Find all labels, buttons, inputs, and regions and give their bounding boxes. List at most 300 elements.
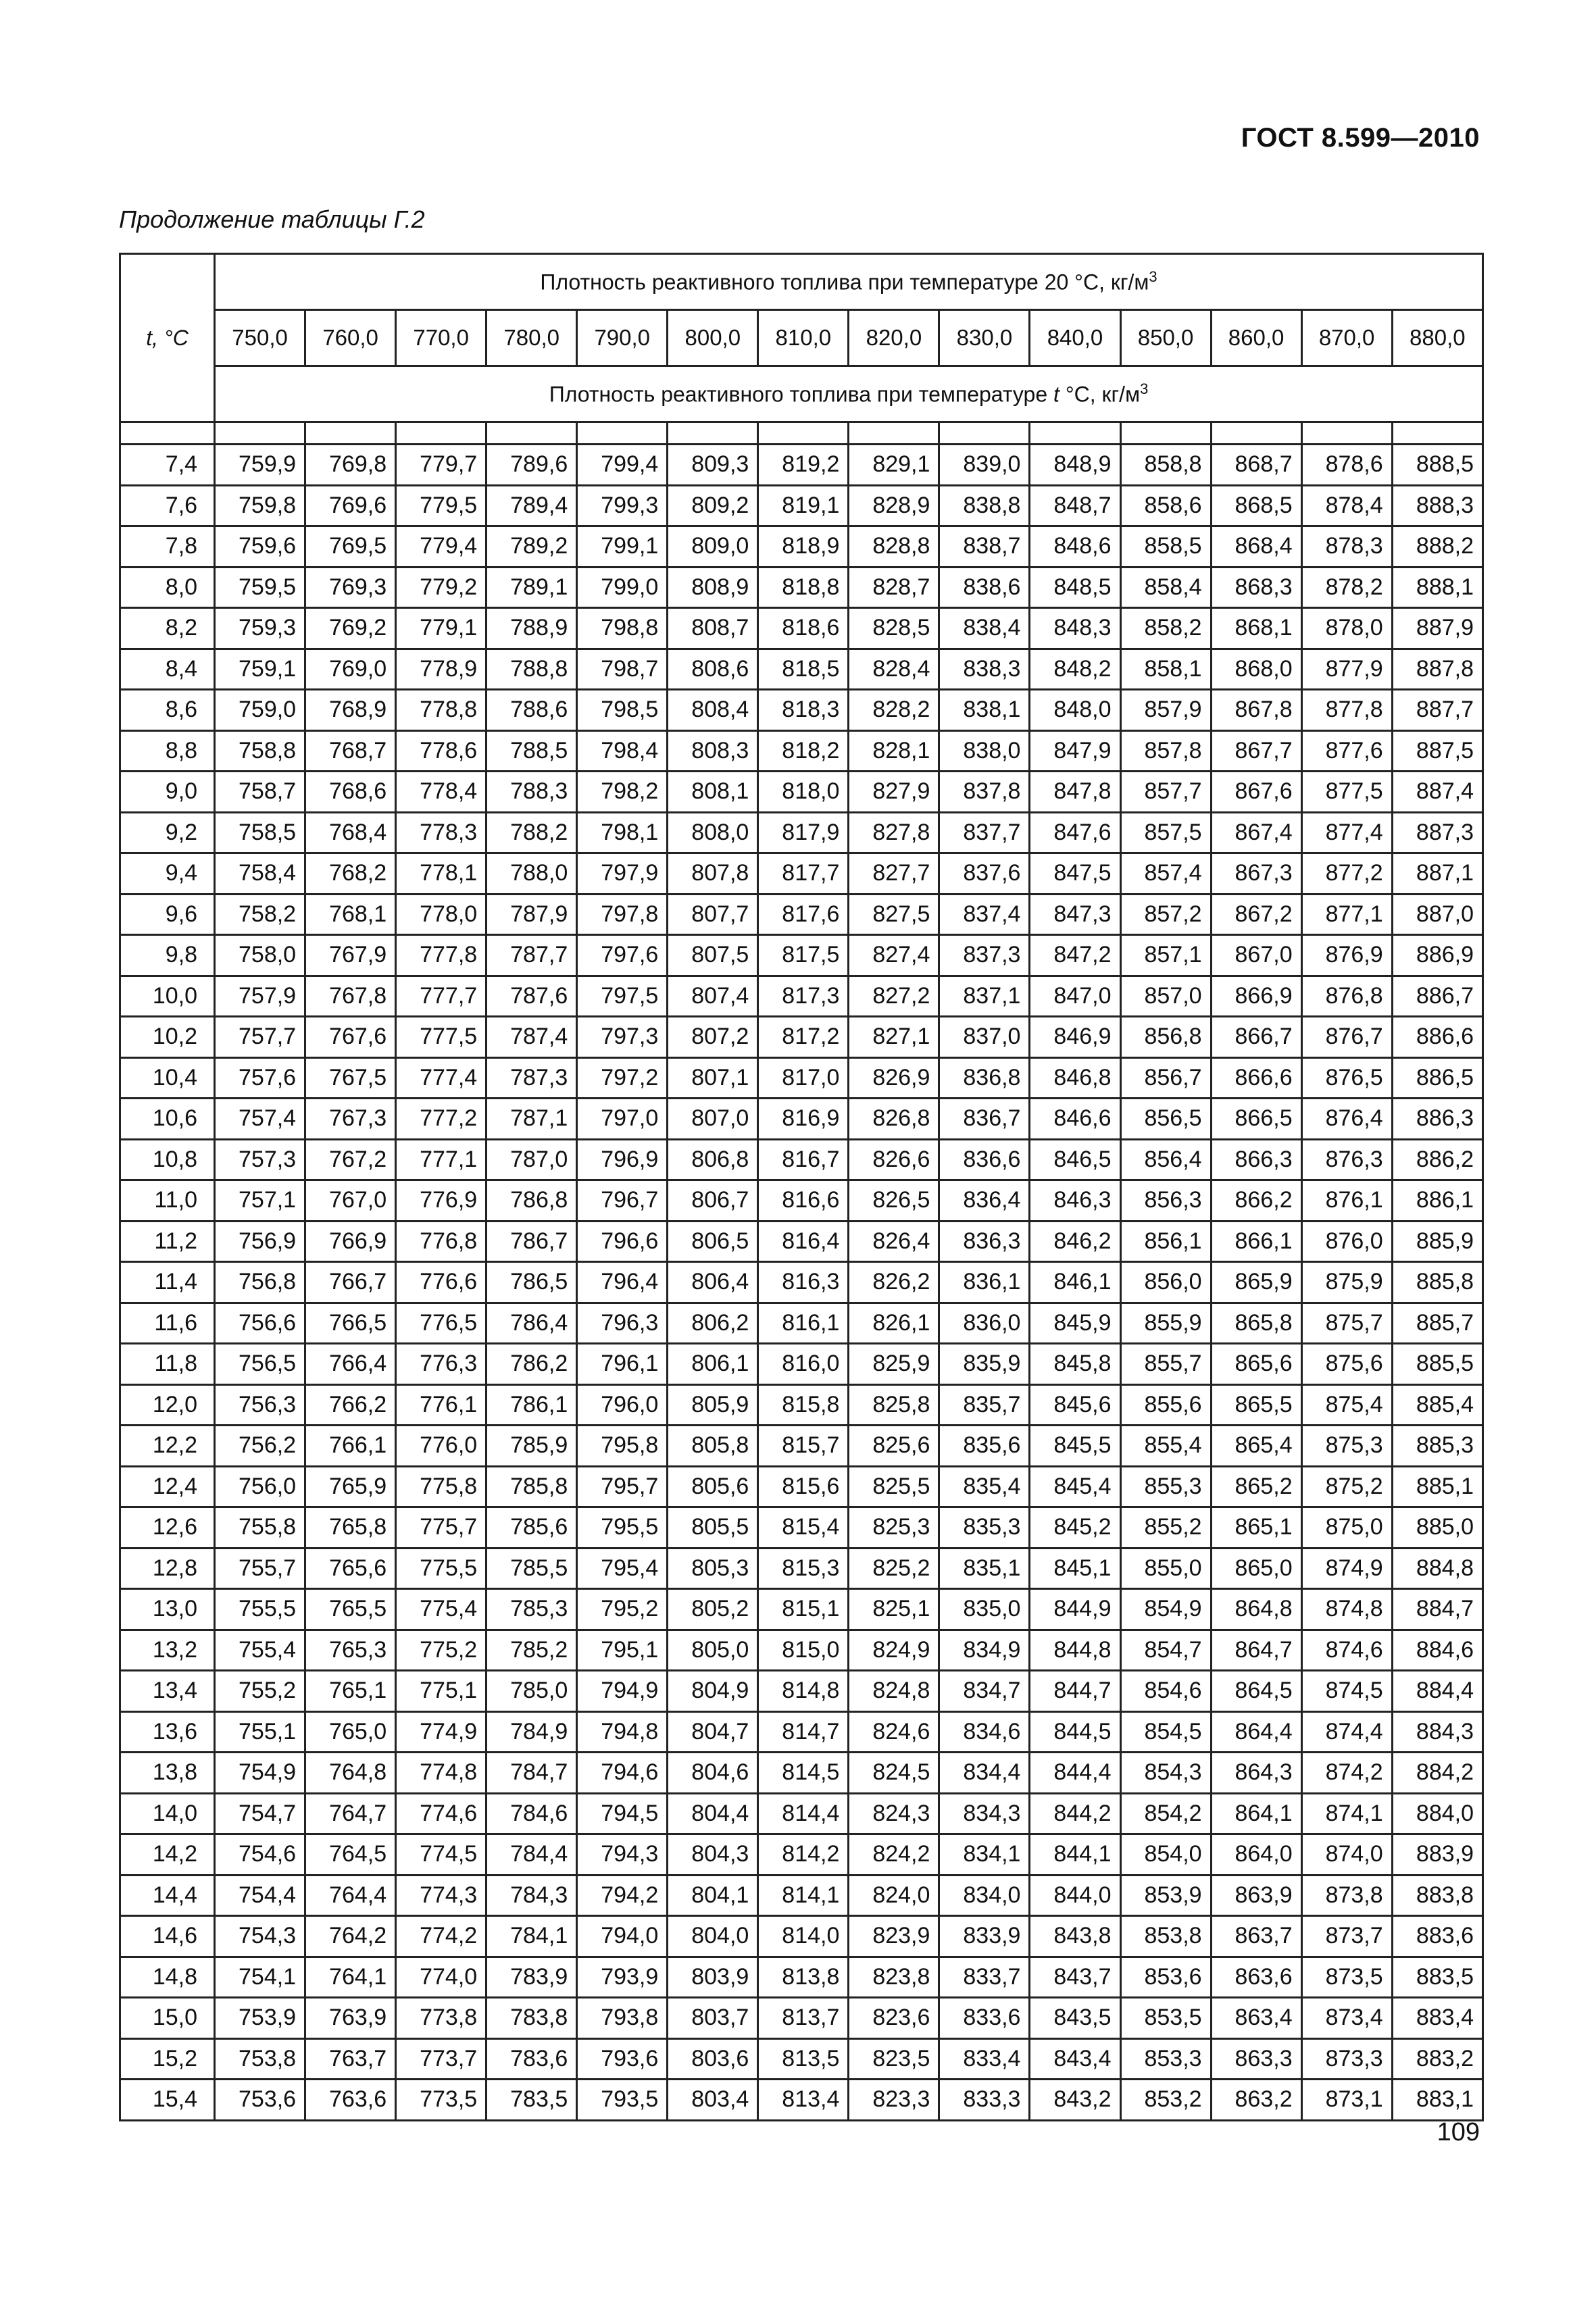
density-cell: 863,6 (1211, 1957, 1301, 1998)
density-cell: 854,7 (1120, 1630, 1211, 1671)
density-cell: 814,1 (758, 1875, 849, 1916)
density-cell: 885,8 (1392, 1262, 1482, 1303)
density-cell: 815,8 (758, 1384, 849, 1426)
density-cell: 777,8 (396, 935, 487, 976)
density-cell: 883,2 (1392, 2038, 1482, 2080)
density-cell: 858,4 (1120, 567, 1211, 608)
density-cell: 844,1 (1030, 1834, 1120, 1876)
density-cell: 866,3 (1211, 1139, 1301, 1180)
density-table (119, 253, 1484, 2121)
density-cell: 878,3 (1301, 526, 1392, 568)
density-cell: 834,0 (939, 1875, 1030, 1916)
density-cell: 816,0 (758, 1344, 849, 1385)
density-cell: 873,8 (1301, 1875, 1392, 1916)
density-cell: 757,1 (215, 1180, 305, 1222)
density-cell: 854,2 (1120, 1793, 1211, 1834)
density-cell: 755,2 (215, 1671, 305, 1712)
temperature-cell: 8,6 (120, 690, 215, 731)
density-cell: 766,5 (305, 1303, 396, 1344)
density-cell: 757,4 (215, 1099, 305, 1140)
density-cell: 836,0 (939, 1303, 1030, 1344)
density-cell: 847,5 (1030, 853, 1120, 895)
density-cell: 766,2 (305, 1384, 396, 1426)
density-cell: 798,8 (577, 608, 668, 649)
density-cell: 767,2 (305, 1139, 396, 1180)
density-cell: 884,2 (1392, 1753, 1482, 1794)
density-cell: 828,7 (849, 567, 939, 608)
density-cell: 779,7 (396, 445, 487, 486)
density-cell: 866,6 (1211, 1057, 1301, 1099)
density-cell: 865,5 (1211, 1384, 1301, 1426)
density-cell: 836,4 (939, 1180, 1030, 1222)
density-cell: 826,4 (849, 1221, 939, 1262)
density-cell: 857,9 (1120, 690, 1211, 731)
density-cell: 853,6 (1120, 1957, 1211, 1998)
density-cell: 795,7 (577, 1466, 668, 1507)
density-cell: 884,3 (1392, 1711, 1482, 1753)
density-cell: 796,7 (577, 1180, 668, 1222)
density-cell: 754,4 (215, 1875, 305, 1916)
density-cell: 785,9 (487, 1426, 577, 1467)
temperature-cell: 10,6 (120, 1099, 215, 1140)
density-cell: 814,4 (758, 1793, 849, 1834)
density-cell: 799,3 (577, 485, 668, 526)
density-cell: 828,2 (849, 690, 939, 731)
density-cell: 775,1 (396, 1671, 487, 1712)
temperature-cell: 12,6 (120, 1507, 215, 1549)
density-cell: 817,5 (758, 935, 849, 976)
density-cell: 776,6 (396, 1262, 487, 1303)
density-cell: 806,8 (668, 1139, 758, 1180)
density-cell: 833,4 (939, 2038, 1030, 2080)
density-cell: 817,2 (758, 1017, 849, 1058)
density-cell: 796,1 (577, 1344, 668, 1385)
density-cell: 866,2 (1211, 1180, 1301, 1222)
density-cell: 855,0 (1120, 1548, 1211, 1589)
density-cell: 826,6 (849, 1139, 939, 1180)
table-row (120, 1139, 1483, 1180)
density-cell: 823,6 (849, 1998, 939, 2039)
density-cell: 818,2 (758, 730, 849, 772)
temperature-cell: 12,2 (120, 1426, 215, 1467)
density-cell: 877,5 (1301, 772, 1392, 813)
density-cell: 848,5 (1030, 567, 1120, 608)
density-cell: 805,2 (668, 1589, 758, 1630)
density-cell: 868,5 (1211, 485, 1301, 526)
density-cell: 883,5 (1392, 1957, 1482, 1998)
header-gap-row (120, 422, 1483, 445)
density-cell: 786,4 (487, 1303, 577, 1344)
gap-cell (1030, 422, 1120, 445)
density-cell: 804,6 (668, 1753, 758, 1794)
density-cell: 795,4 (577, 1548, 668, 1589)
density-cell: 845,8 (1030, 1344, 1120, 1385)
density-cell: 783,6 (487, 2038, 577, 2080)
temperature-cell: 9,4 (120, 853, 215, 895)
density-cell: 858,1 (1120, 649, 1211, 690)
density-cell: 756,0 (215, 1466, 305, 1507)
density-cell: 773,5 (396, 2080, 487, 2121)
density-cell: 884,4 (1392, 1671, 1482, 1712)
density-cell: 798,1 (577, 812, 668, 853)
density-cell: 776,0 (396, 1426, 487, 1467)
density-cell: 864,7 (1211, 1630, 1301, 1671)
density-cell: 848,6 (1030, 526, 1120, 568)
density-cell: 814,0 (758, 1916, 849, 1957)
density-cell: 883,1 (1392, 2080, 1482, 2121)
density-cell: 787,9 (487, 894, 577, 935)
density-cell: 767,0 (305, 1180, 396, 1222)
density-cell: 876,5 (1301, 1057, 1392, 1099)
temperature-cell: 10,8 (120, 1139, 215, 1180)
density-cell: 853,3 (1120, 2038, 1211, 2080)
temperature-cell: 8,8 (120, 730, 215, 772)
density-cell: 818,5 (758, 649, 849, 690)
density-cell: 788,5 (487, 730, 577, 772)
density-cell: 888,1 (1392, 567, 1482, 608)
density-cell: 774,5 (396, 1834, 487, 1876)
density-cell: 824,3 (849, 1793, 939, 1834)
density-cell: 759,0 (215, 690, 305, 731)
density-cell: 808,4 (668, 690, 758, 731)
density-cell: 818,9 (758, 526, 849, 568)
density-cell: 864,8 (1211, 1589, 1301, 1630)
density-cell: 817,7 (758, 853, 849, 895)
density-cell: 844,8 (1030, 1630, 1120, 1671)
density-cell: 835,3 (939, 1507, 1030, 1549)
density-cell: 843,7 (1030, 1957, 1120, 1998)
density-cell: 786,2 (487, 1344, 577, 1385)
density-cell: 867,4 (1211, 812, 1301, 853)
density-cell: 834,6 (939, 1711, 1030, 1753)
table-row (120, 1057, 1483, 1099)
density-cell: 825,8 (849, 1384, 939, 1426)
density-cell: 857,1 (1120, 935, 1211, 976)
density-cell: 785,8 (487, 1466, 577, 1507)
density-cell: 768,2 (305, 853, 396, 895)
temperature-cell: 8,4 (120, 649, 215, 690)
density-cell: 884,0 (1392, 1793, 1482, 1834)
density-cell: 875,0 (1301, 1507, 1392, 1549)
density-cell: 826,1 (849, 1303, 939, 1344)
density-cell: 857,5 (1120, 812, 1211, 853)
density-cell: 866,1 (1211, 1221, 1301, 1262)
density-cell: 785,3 (487, 1589, 577, 1630)
density-cell: 886,1 (1392, 1180, 1482, 1222)
density-cell: 824,0 (849, 1875, 939, 1916)
density-cell: 834,1 (939, 1834, 1030, 1876)
density-cell: 788,3 (487, 772, 577, 813)
density-cell: 766,4 (305, 1344, 396, 1385)
density-cell: 875,7 (1301, 1303, 1392, 1344)
density-cell: 758,8 (215, 730, 305, 772)
density-cell: 808,9 (668, 567, 758, 608)
density-cell: 878,2 (1301, 567, 1392, 608)
density-cell: 854,9 (1120, 1589, 1211, 1630)
temperature-cell: 13,0 (120, 1589, 215, 1630)
column-values-row (120, 310, 1483, 366)
table-row (120, 690, 1483, 731)
density-cell: 765,8 (305, 1507, 396, 1549)
density-cell: 824,2 (849, 1834, 939, 1876)
density-cell: 797,9 (577, 853, 668, 895)
density-cell: 758,7 (215, 772, 305, 813)
density-cell: 777,4 (396, 1057, 487, 1099)
density-cell: 836,6 (939, 1139, 1030, 1180)
density-cell: 867,0 (1211, 935, 1301, 976)
density-cell: 785,0 (487, 1671, 577, 1712)
density-cell: 854,0 (1120, 1834, 1211, 1876)
density-cell: 844,0 (1030, 1875, 1120, 1916)
density-cell: 833,6 (939, 1998, 1030, 2039)
document-code: ГОСТ 8.599—2010 (1241, 123, 1480, 153)
density-cell: 798,4 (577, 730, 668, 772)
density-cell: 775,5 (396, 1548, 487, 1589)
temperature-cell: 14,0 (120, 1793, 215, 1834)
table-row (120, 1017, 1483, 1058)
gap-cell (849, 422, 939, 445)
density-cell: 757,3 (215, 1139, 305, 1180)
density-cell: 813,5 (758, 2038, 849, 2080)
table-row (120, 567, 1483, 608)
table-row (120, 1099, 1483, 1140)
density-cell: 873,7 (1301, 1916, 1392, 1957)
density-cell: 794,2 (577, 1875, 668, 1916)
density-cell: 816,3 (758, 1262, 849, 1303)
density-cell: 786,8 (487, 1180, 577, 1222)
density-cell: 828,9 (849, 485, 939, 526)
density-cell: 814,2 (758, 1834, 849, 1876)
density-cell: 788,8 (487, 649, 577, 690)
density-cell: 797,2 (577, 1057, 668, 1099)
temperature-cell: 14,6 (120, 1916, 215, 1957)
density-cell: 875,3 (1301, 1426, 1392, 1467)
column-header: 800,0 (668, 310, 758, 366)
density-cell: 827,7 (849, 853, 939, 895)
temperature-cell: 9,6 (120, 894, 215, 935)
density-cell: 873,1 (1301, 2080, 1392, 2121)
temperature-cell: 11,0 (120, 1180, 215, 1222)
density-cell: 767,9 (305, 935, 396, 976)
density-cell: 795,2 (577, 1589, 668, 1630)
density-cell: 875,4 (1301, 1384, 1392, 1426)
density-cell: 795,8 (577, 1426, 668, 1467)
header-row-bottom (120, 366, 1483, 422)
density-cell: 794,6 (577, 1753, 668, 1794)
density-cell: 864,4 (1211, 1711, 1301, 1753)
density-cell: 835,6 (939, 1426, 1030, 1467)
density-cell: 799,0 (577, 567, 668, 608)
table-row (120, 1671, 1483, 1712)
density-cell: 789,6 (487, 445, 577, 486)
density-cell: 796,3 (577, 1303, 668, 1344)
density-cell: 777,1 (396, 1139, 487, 1180)
column-header: 870,0 (1301, 310, 1392, 366)
table-row (120, 1957, 1483, 1998)
gap-cell (1392, 422, 1482, 445)
density-cell: 847,9 (1030, 730, 1120, 772)
density-cell: 857,0 (1120, 976, 1211, 1017)
gap-cell (215, 422, 305, 445)
density-cell: 766,1 (305, 1426, 396, 1467)
density-cell: 778,4 (396, 772, 487, 813)
density-cell: 876,9 (1301, 935, 1392, 976)
density-cell: 763,9 (305, 1998, 396, 2039)
density-cell: 759,9 (215, 445, 305, 486)
density-cell: 773,8 (396, 1998, 487, 2039)
density-cell: 855,6 (1120, 1384, 1211, 1426)
density-cell: 886,9 (1392, 935, 1482, 976)
density-cell: 797,0 (577, 1099, 668, 1140)
column-header: 790,0 (577, 310, 668, 366)
density-cell: 797,3 (577, 1017, 668, 1058)
density-cell: 816,1 (758, 1303, 849, 1344)
density-cell: 856,5 (1120, 1099, 1211, 1140)
density-cell: 828,4 (849, 649, 939, 690)
density-cell: 868,3 (1211, 567, 1301, 608)
density-cell: 765,6 (305, 1548, 396, 1589)
density-cell: 754,9 (215, 1753, 305, 1794)
density-cell: 808,3 (668, 730, 758, 772)
density-cell: 838,7 (939, 526, 1030, 568)
density-cell: 856,1 (1120, 1221, 1211, 1262)
density-cell: 778,0 (396, 894, 487, 935)
density-cell: 883,4 (1392, 1998, 1482, 2039)
gap-cell (396, 422, 487, 445)
table-row (120, 445, 1483, 486)
density-cell: 834,4 (939, 1753, 1030, 1794)
density-cell: 807,2 (668, 1017, 758, 1058)
density-cell: 877,8 (1301, 690, 1392, 731)
density-cell: 789,2 (487, 526, 577, 568)
density-cell: 876,8 (1301, 976, 1392, 1017)
density-cell: 874,2 (1301, 1753, 1392, 1794)
density-cell: 816,9 (758, 1099, 849, 1140)
density-cell: 863,2 (1211, 2080, 1301, 2121)
density-cell: 759,3 (215, 608, 305, 649)
density-cell: 756,2 (215, 1426, 305, 1467)
density-cell: 837,6 (939, 853, 1030, 895)
density-cell: 807,0 (668, 1099, 758, 1140)
temperature-cell: 13,2 (120, 1630, 215, 1671)
gap-cell (577, 422, 668, 445)
density-cell: 796,9 (577, 1139, 668, 1180)
density-cell: 844,2 (1030, 1793, 1120, 1834)
density-cell: 878,6 (1301, 445, 1392, 486)
table-row (120, 1303, 1483, 1344)
density-cell: 843,5 (1030, 1998, 1120, 2039)
density-cell: 775,4 (396, 1589, 487, 1630)
density-cell: 864,0 (1211, 1834, 1301, 1876)
density-cell: 794,8 (577, 1711, 668, 1753)
density-cell: 877,9 (1301, 649, 1392, 690)
density-cell: 808,1 (668, 772, 758, 813)
density-cell: 768,1 (305, 894, 396, 935)
density-cell: 874,1 (1301, 1793, 1392, 1834)
density-cell: 827,1 (849, 1017, 939, 1058)
density-cell: 865,8 (1211, 1303, 1301, 1344)
column-header: 880,0 (1392, 310, 1482, 366)
table-row (120, 730, 1483, 772)
density-cell: 759,6 (215, 526, 305, 568)
temperature-cell: 13,4 (120, 1671, 215, 1712)
density-cell: 888,3 (1392, 485, 1482, 526)
density-cell: 836,7 (939, 1099, 1030, 1140)
density-cell: 886,2 (1392, 1139, 1482, 1180)
density-cell: 767,8 (305, 976, 396, 1017)
density-cell: 825,9 (849, 1344, 939, 1385)
density-cell: 758,2 (215, 894, 305, 935)
density-cell: 817,0 (758, 1057, 849, 1099)
table-row (120, 935, 1483, 976)
density-cell: 769,5 (305, 526, 396, 568)
density-cell: 769,0 (305, 649, 396, 690)
density-cell: 887,3 (1392, 812, 1482, 853)
density-cell: 827,5 (849, 894, 939, 935)
density-cell: 755,5 (215, 1589, 305, 1630)
density-cell: 836,3 (939, 1221, 1030, 1262)
density-cell: 847,6 (1030, 812, 1120, 853)
gap-cell (1301, 422, 1392, 445)
density-cell: 757,6 (215, 1057, 305, 1099)
column-header: 830,0 (939, 310, 1030, 366)
density-cell: 887,0 (1392, 894, 1482, 935)
density-cell: 776,3 (396, 1344, 487, 1385)
temperature-cell: 7,8 (120, 526, 215, 568)
column-header: 850,0 (1120, 310, 1211, 366)
density-cell: 825,5 (849, 1466, 939, 1507)
density-cell: 843,8 (1030, 1916, 1120, 1957)
density-cell: 838,8 (939, 485, 1030, 526)
density-cell: 823,3 (849, 2080, 939, 2121)
density-cell: 774,9 (396, 1711, 487, 1753)
density-cell: 853,5 (1120, 1998, 1211, 2039)
density-cell: 885,4 (1392, 1384, 1482, 1426)
density-cell: 833,7 (939, 1957, 1030, 1998)
column-header: 820,0 (849, 310, 939, 366)
density-cell: 769,2 (305, 608, 396, 649)
density-cell: 814,7 (758, 1711, 849, 1753)
gap-cell (120, 422, 215, 445)
density-cell: 808,6 (668, 649, 758, 690)
density-cell: 875,9 (1301, 1262, 1392, 1303)
temperature-cell: 14,2 (120, 1834, 215, 1876)
density-cell: 886,3 (1392, 1099, 1482, 1140)
density-cell: 868,4 (1211, 526, 1301, 568)
density-cell: 803,7 (668, 1998, 758, 2039)
density-cell: 767,3 (305, 1099, 396, 1140)
temperature-cell: 9,2 (120, 812, 215, 853)
density-cell: 759,8 (215, 485, 305, 526)
table-caption: Продолжение таблицы Г.2 (119, 205, 425, 233)
temperature-cell: 12,0 (120, 1384, 215, 1426)
density-cell: 865,4 (1211, 1426, 1301, 1467)
density-cell: 803,9 (668, 1957, 758, 1998)
density-cell: 888,2 (1392, 526, 1482, 568)
density-cell: 813,7 (758, 1998, 849, 2039)
density-cell: 757,9 (215, 976, 305, 1017)
density-cell: 785,2 (487, 1630, 577, 1671)
density-cell: 867,7 (1211, 730, 1301, 772)
density-cell: 846,9 (1030, 1017, 1120, 1058)
density-cell: 863,3 (1211, 2038, 1301, 2080)
density-cell: 866,5 (1211, 1099, 1301, 1140)
density-cell: 856,4 (1120, 1139, 1211, 1180)
density-cell: 788,6 (487, 690, 577, 731)
density-cell: 757,7 (215, 1017, 305, 1058)
density-cell: 887,4 (1392, 772, 1482, 813)
density-cell: 794,5 (577, 1793, 668, 1834)
